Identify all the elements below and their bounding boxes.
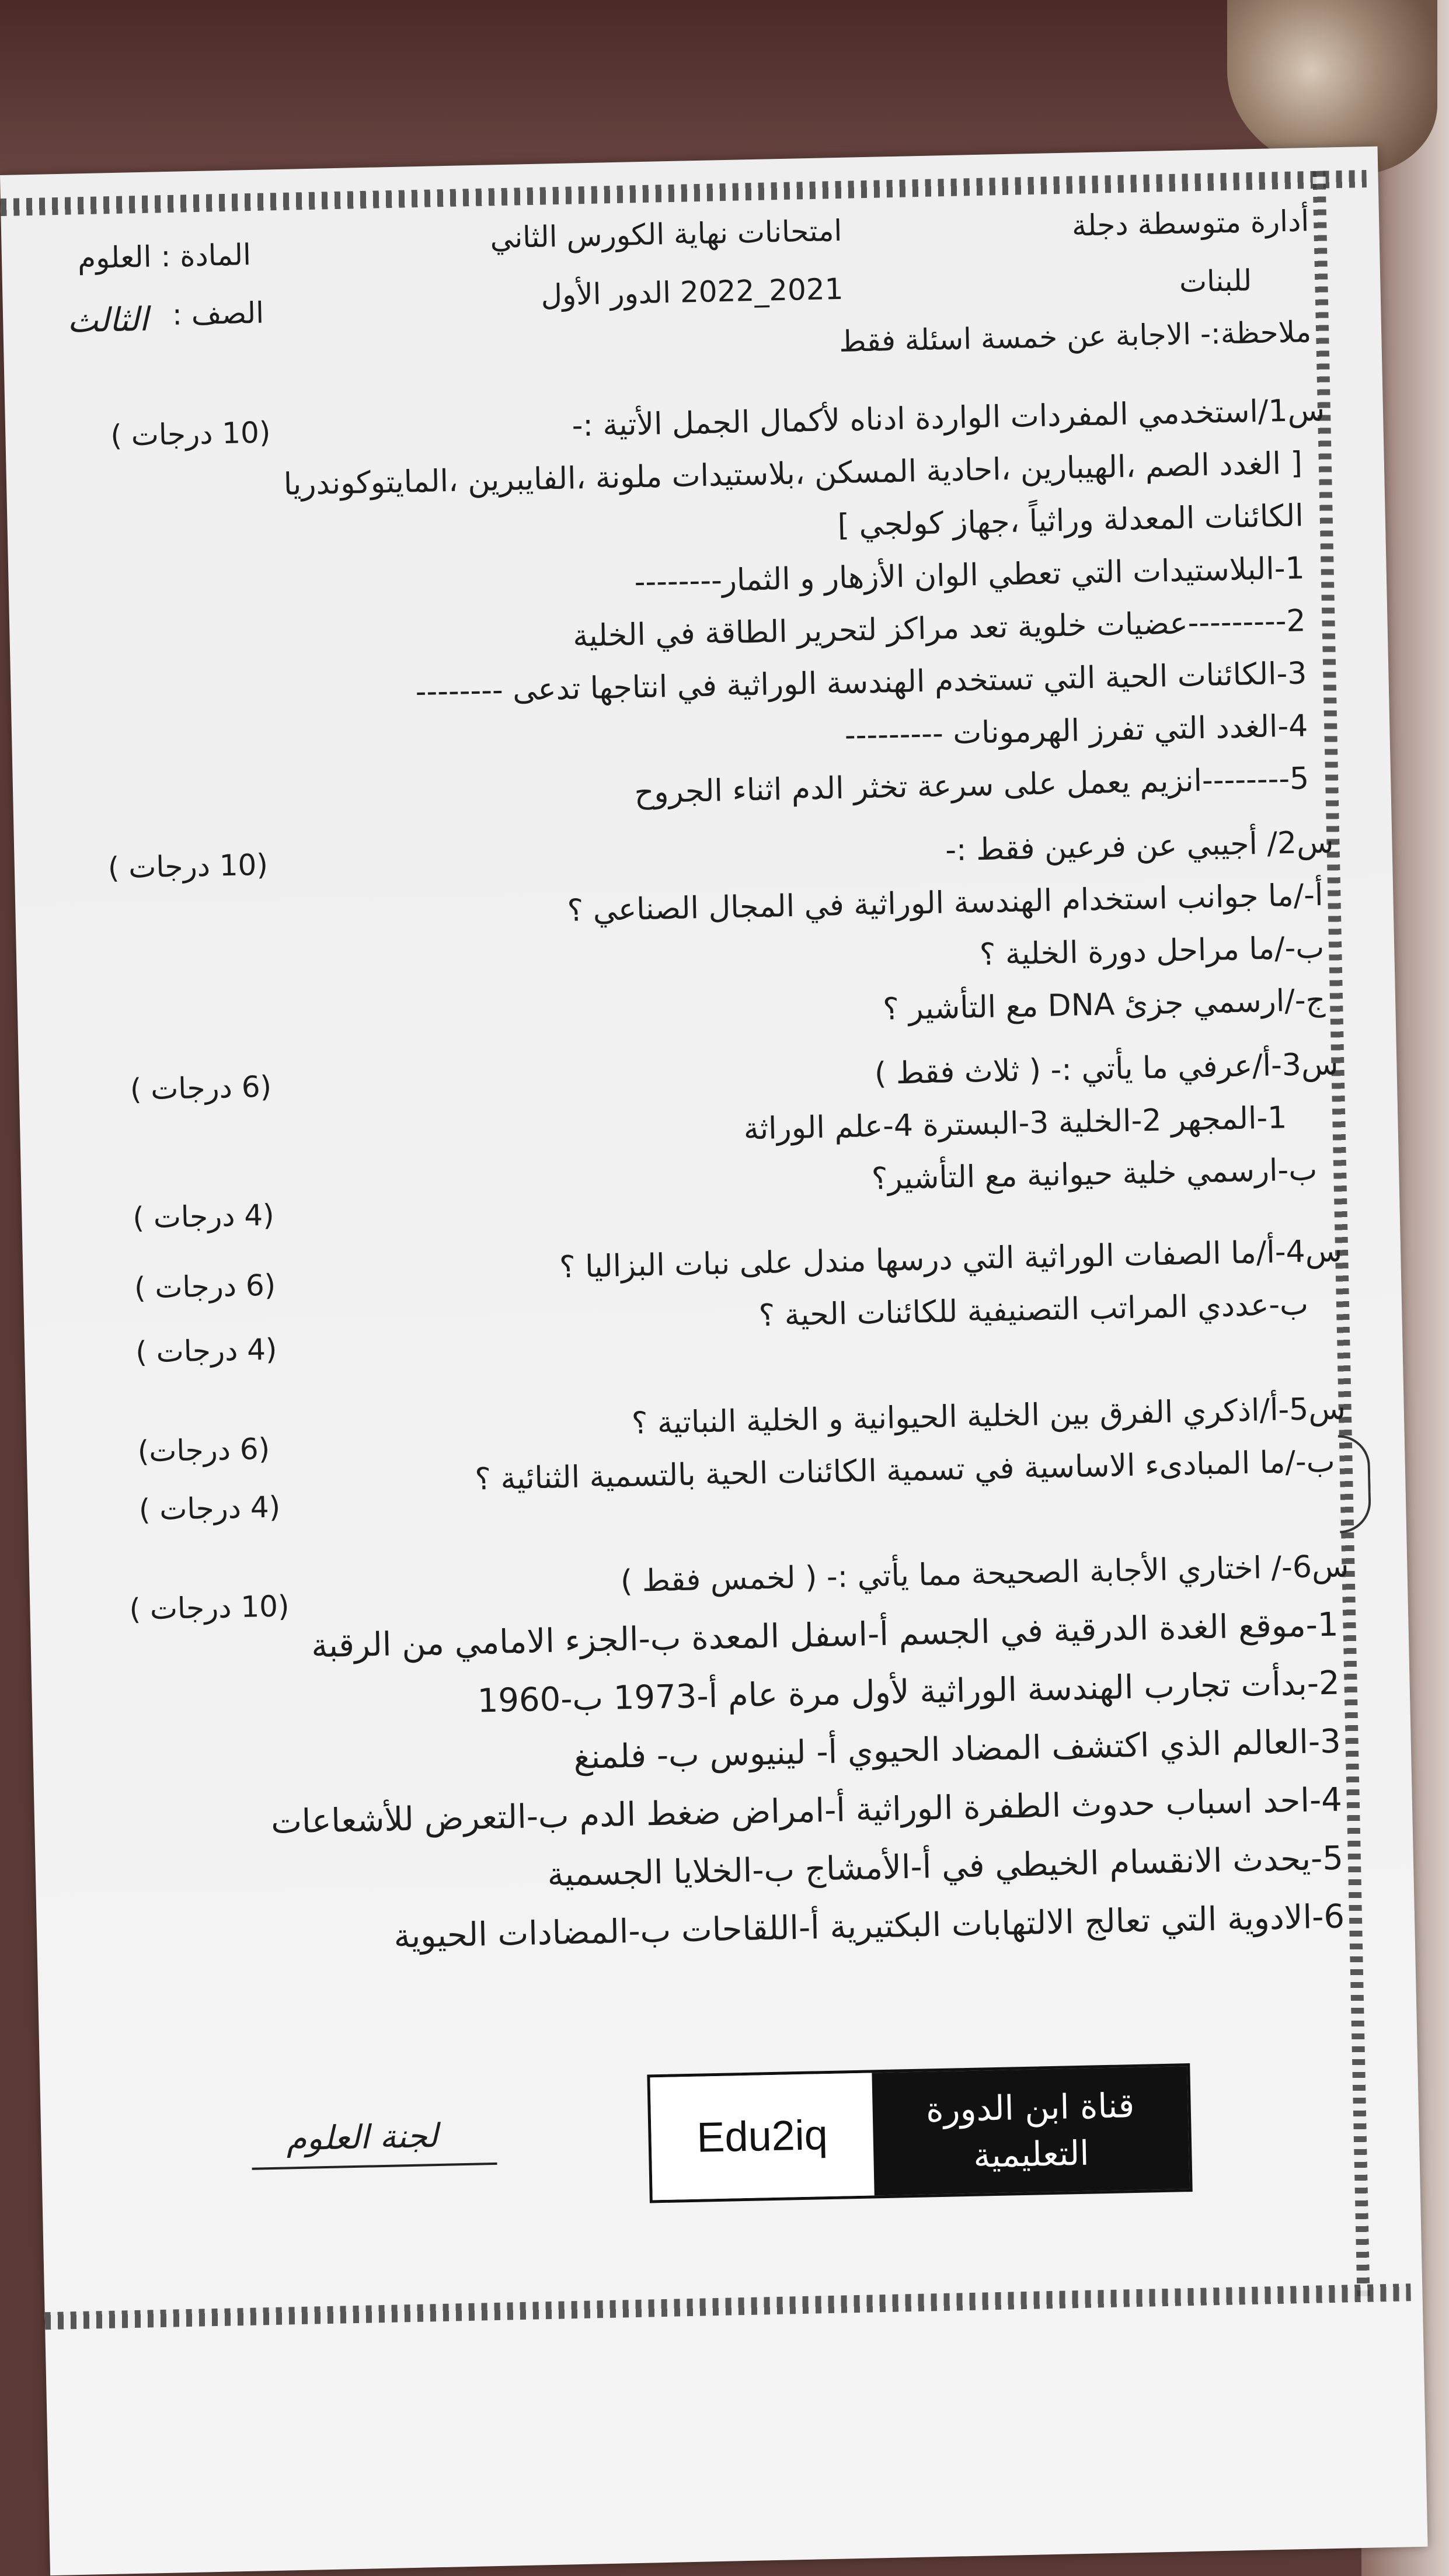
- q1-item-2: 2---------عضيات خلوية تعد مراكز لتحرير الطاقة في الخلية: [572, 603, 1307, 654]
- q6-item-2: 2-بدأت تجارب الهندسة الوراثية لأول مرة عام أ-1973 ب-1960: [477, 1664, 1340, 1720]
- class-handwritten: الثالث: [67, 300, 149, 340]
- q2-item-a: أ-/ما جوانب استخدام الهندسة الوراثية في المجال الصناعي ؟: [567, 877, 1323, 929]
- q4-marks-a: (6 درجات ): [134, 1268, 276, 1305]
- exam-title: امتحانات نهاية الكورس الثاني: [489, 213, 842, 255]
- girls-label: للبنات: [1179, 263, 1252, 299]
- q4-part-a: س4-أ/ما الصفات الوراثية التي درسها مندل على نبات البزاليا ؟: [559, 1233, 1343, 1285]
- logo-arabic-line2: التعليمية: [973, 2133, 1090, 2175]
- q6-item-1: 1-موقع الغدة الدرقية في الجسم أ-اسفل المعدة ب-الجزء الامامي من الرقبة: [311, 1605, 1339, 1666]
- q1-item-4: 4-الغدد التي تفرز الهرمونات ---------: [844, 708, 1308, 753]
- q5-marks-a: (6 درجات): [137, 1431, 270, 1469]
- q5-marks-b: (4 درجات ): [138, 1490, 281, 1527]
- exam-content: [53, 148, 1368, 2510]
- q1-item-1: 1-البلاستيدات التي تعطي الوان الأزهار و الثمار--------: [634, 551, 1305, 600]
- logo-arabic-block: [872, 2066, 1189, 2195]
- q4-part-b: ب-عددي المراتب التصنيفية للكائنات الحية ؟: [758, 1287, 1309, 1334]
- q3-title: س3-أ/عرفي ما يأتي :- ( ثلاث فقط ): [874, 1047, 1339, 1091]
- channel-logo: [647, 2063, 1192, 2203]
- q3-marks-a: (6 درجات ): [130, 1069, 272, 1107]
- q4-marks-b: (4 درجات ): [135, 1332, 278, 1369]
- q2-marks: (10 درجات ): [107, 847, 269, 885]
- q1-marks: (10 درجات ): [110, 415, 271, 453]
- committee-signature: لجنة العلوم: [285, 2117, 438, 2158]
- q1-title: س1/استخدمي المفردات الواردة ادناه لأكمال الجمل الأتية :-: [571, 392, 1325, 444]
- subject-label: المادة : العلوم: [77, 238, 252, 276]
- q6-marks: (10 درجات ): [128, 1589, 290, 1626]
- q1-item-3: 3-الكائنات الحية التي تستخدم الهندسة الوراثية في انتاجها تدعى --------: [415, 656, 1307, 710]
- q3-marks-b: (4 درجات ): [132, 1198, 275, 1235]
- q3-part-b: ب-ارسمي خلية حيوانية مع التأشير؟: [871, 1152, 1318, 1197]
- school-name: أدارة متوسطة دجلة: [1071, 204, 1309, 243]
- q1-item-5: 5--------انزيم يعمل على سرعة تخثر الدم اثناء الجروح: [634, 761, 1309, 811]
- q1-word-bank-line1: [ الغدد الصم ،الهيبارين ،احادية المسكن ،بلاستيدات ملونة ،الفايبرين ،المايتوكوندريا: [283, 446, 1303, 502]
- signature-underline: [252, 2163, 497, 2170]
- exam-paper: [0, 147, 1428, 2576]
- q2-item-c: ج-/ارسمي جزئ DNA مع التأشير ؟: [882, 982, 1326, 1027]
- q5-part-a: س5-أ/اذكري الفرق بين الخلية الحيوانية و الخلية النباتية ؟: [631, 1391, 1346, 1441]
- logo-arabic-line1: قناة ابن الدورة: [925, 2085, 1135, 2130]
- exam-year: 2021_2022 الدور الأول: [541, 272, 844, 312]
- q3-terms: 1-المجهر 2-الخلية 3-البسترة 4-علم الوراثة: [743, 1100, 1287, 1147]
- q6-item-3: 3-العالم الذي اكتشف المضاد الحيوي أ- لينيوس ب- فلمنغ: [573, 1722, 1342, 1777]
- q2-title: س2/ أجيبي عن فرعين فقط :-: [945, 825, 1335, 868]
- q6-item-6: 6-الادوية التي تعالج الالتهابات البكتيرية أ-اللقاحات ب-المضادات الحيوية: [393, 1897, 1345, 1956]
- q6-title: س6-/ اختاري الأجابة الصحيحة مما يأتي :- ( لخمس فقط ): [620, 1549, 1350, 1600]
- logo-edu2iq-text: Edu2iq: [650, 2073, 874, 2200]
- q6-item-5: 5-يحدث الانقسام الخيطي في أ-الأمشاج ب-الخلايا الجسمية: [546, 1839, 1344, 1894]
- class-label: الصف :: [172, 296, 264, 332]
- q5-part-b: ب-/ما المبادىء الاساسية في تسمية الكائنات الحية بالتسمية الثنائية ؟: [474, 1444, 1336, 1497]
- q2-item-b: ب-/ما مراحل دورة الخلية ؟: [979, 930, 1325, 973]
- q6-item-4: 4-احد اسباب حدوث الطفرة الوراثية أ-امراض ضغط الدم ب-التعرض للأشعاعات: [270, 1781, 1343, 1841]
- exam-note: ملاحظة:- الاجابة عن خمسة اسئلة فقط: [838, 315, 1312, 359]
- q1-word-bank-line2: الكائنات المعدلة وراثياً ،جهاز كولجي ]: [837, 498, 1304, 544]
